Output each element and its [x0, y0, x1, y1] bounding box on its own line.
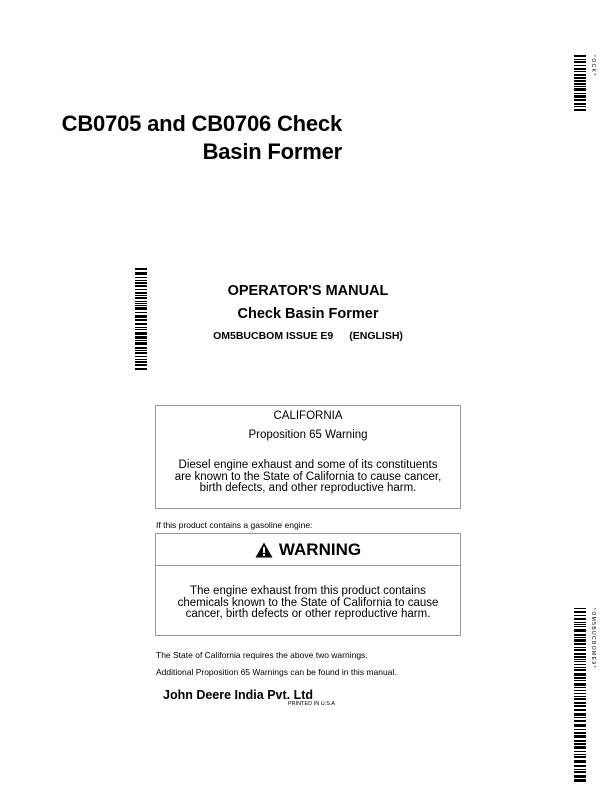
title-line-1: CB0705 and CB0706 Check [61, 111, 342, 136]
barcode-bar [135, 303, 147, 304]
company-name: John Deere India Pvt. Ltd [163, 688, 314, 702]
document-title [0, 110, 342, 166]
barcode-bar [574, 624, 586, 625]
barcode-bar [574, 88, 586, 91]
footer-note-2: Additional Proposition 65 Warnings can be found in this manual. [156, 667, 397, 677]
barcode-bar [135, 340, 147, 341]
barcode-bar [135, 280, 147, 281]
manual-subtitle: Check Basin Former [237, 306, 379, 322]
barcode-bar [135, 364, 147, 366]
warning-heading: WARNING [278, 539, 362, 559]
warning-paragraph-line: chemicals known to the State of California to cause [177, 596, 439, 609]
manual-heading: OPERATOR'S MANUAL [227, 283, 389, 299]
barcode-bar [135, 347, 147, 349]
california-paragraph-line: Diesel engine exhaust and some of its constituents [178, 459, 438, 471]
barcode-bar [574, 109, 586, 111]
barcode-bar [574, 65, 586, 66]
barcode-bar [574, 771, 586, 773]
barcode-bar [574, 724, 586, 727]
barcode-bar [574, 68, 586, 70]
barcode-bar [135, 336, 147, 339]
barcode-bar [574, 656, 586, 658]
barcode-bar [574, 74, 586, 76]
barcode-bar [135, 292, 147, 294]
barcode-bar [574, 61, 586, 63]
barcode-bar [574, 653, 586, 655]
barcode-bar [574, 720, 586, 722]
barcode-bar [135, 327, 147, 328]
barcode-bar [135, 277, 147, 278]
barcode-bar [135, 319, 147, 321]
california-warning-box [155, 405, 461, 509]
barcode-bar [135, 301, 147, 302]
barcode-bar [574, 709, 586, 711]
barcode-bar [135, 323, 147, 325]
warning-triangle-icon [255, 542, 273, 558]
barcode-bar [574, 696, 586, 697]
barcode-bar [574, 779, 586, 782]
gasoline-warning-box [155, 533, 461, 636]
barcode-bar [135, 332, 147, 335]
barcode-bar [135, 368, 147, 370]
barcode-bar [574, 717, 586, 718]
barcode-bar [574, 664, 586, 665]
barcode-bottom-right-text: * O M 5 B U C B O M E 9 * [590, 608, 596, 668]
california-paragraph [166, 460, 450, 495]
barcode-bar [574, 683, 586, 686]
barcode-bar [574, 687, 586, 688]
barcode-bar [135, 356, 147, 357]
barcode-bar [574, 690, 586, 691]
barcode-bar [135, 295, 147, 296]
barcode-bar [574, 55, 586, 57]
barcode-bar [574, 626, 586, 627]
barcode-bar [574, 740, 586, 742]
manual-language: (ENGLISH) [349, 330, 403, 342]
barcode-bar [135, 329, 147, 330]
barcode-bar [135, 268, 147, 270]
barcode-bar [574, 673, 586, 676]
barcode-bar [574, 754, 586, 755]
barcode-bar [135, 297, 147, 299]
barcode-bar [574, 702, 586, 704]
barcode-bar [574, 669, 586, 671]
barcode-bar [574, 746, 586, 749]
barcode-bar [574, 677, 586, 679]
barcode-bar [574, 698, 586, 700]
barcode-bar [574, 639, 586, 642]
barcode-bar [574, 80, 586, 82]
proposition-heading: Proposition 65 Warning [248, 429, 368, 441]
barcode-bar [574, 608, 586, 609]
warning-header [156, 534, 460, 566]
barcode-bar [135, 307, 147, 310]
barcode-bar [574, 86, 586, 87]
barcode-bar [135, 361, 147, 363]
title-line-2: Basin Former [202, 139, 342, 164]
barcode-bar [574, 732, 586, 734]
barcode-bar [574, 93, 586, 94]
warning-paragraph-line: cancer, birth defects or other reproductive harm. [185, 608, 431, 620]
california-paragraph-line: birth defects, and other reproductive harm. [199, 482, 417, 494]
barcode-bar [574, 618, 586, 620]
barcode-bar [574, 95, 586, 98]
barcode-bar [135, 359, 147, 360]
barcode-bar [574, 765, 586, 767]
barcode-bar [574, 769, 586, 770]
footer-note-1: The State of California requires the above two warnings. [156, 650, 368, 660]
california-paragraph-line: are known to the State of California to cause cancer, [174, 470, 442, 483]
barcode-bar [574, 615, 586, 616]
warning-paragraph-line: The engine exhaust from this product contains [190, 585, 426, 597]
barcode-bar [574, 713, 586, 716]
barcode-bar [574, 760, 586, 763]
barcode-bar [574, 661, 586, 662]
barcode-bar [574, 622, 586, 623]
barcode-bar [574, 647, 586, 648]
california-heading: CALIFORNIA [273, 410, 343, 422]
barcode-bar [574, 103, 586, 105]
barcode-bar [574, 99, 586, 101]
barcode-top-right-text: * O C K * [590, 55, 596, 76]
barcode-bar [574, 743, 586, 745]
warning-paragraph [166, 586, 450, 621]
barcode-bar [135, 350, 147, 351]
barcode-bar [574, 77, 586, 79]
barcode-bar [574, 775, 586, 778]
barcode-bar [574, 634, 586, 636]
barcode-bar [135, 272, 147, 275]
barcode-bar [574, 106, 586, 107]
barcode-bar [574, 637, 586, 638]
barcode-bar [135, 285, 147, 287]
barcode-bar [574, 705, 586, 707]
gasoline-note: If this product contains a gasoline engine: [156, 520, 313, 530]
barcode-bar [574, 71, 586, 72]
barcode-bar [574, 693, 586, 694]
barcode-bar [574, 680, 586, 681]
barcode-bar [574, 756, 586, 758]
barcode-bar [574, 643, 586, 645]
barcode-bar [135, 342, 147, 345]
barcode-bar [574, 729, 586, 730]
barcode-bar [135, 282, 147, 284]
barcode-bar [574, 751, 586, 752]
barcode-bar [574, 611, 586, 613]
barcode-bar [135, 305, 147, 306]
barcode-bar [574, 735, 586, 738]
barcode-bar [574, 629, 586, 632]
printed-in-label: PRINTED IN U.S.A [288, 701, 336, 707]
barcode-bar [135, 312, 147, 313]
barcode-bar [574, 659, 586, 660]
manual-code: OM5BUCBOM ISSUE E9 [213, 330, 334, 342]
barcode-bar [574, 649, 586, 651]
barcode-bar [574, 59, 586, 60]
barcode-bar [574, 83, 586, 85]
barcode-left [135, 268, 147, 370]
barcode-bar [135, 352, 147, 354]
manual-code-line [158, 330, 458, 342]
barcode-bar [574, 667, 586, 668]
barcode-bar [135, 289, 147, 290]
barcode-bar [135, 315, 147, 318]
